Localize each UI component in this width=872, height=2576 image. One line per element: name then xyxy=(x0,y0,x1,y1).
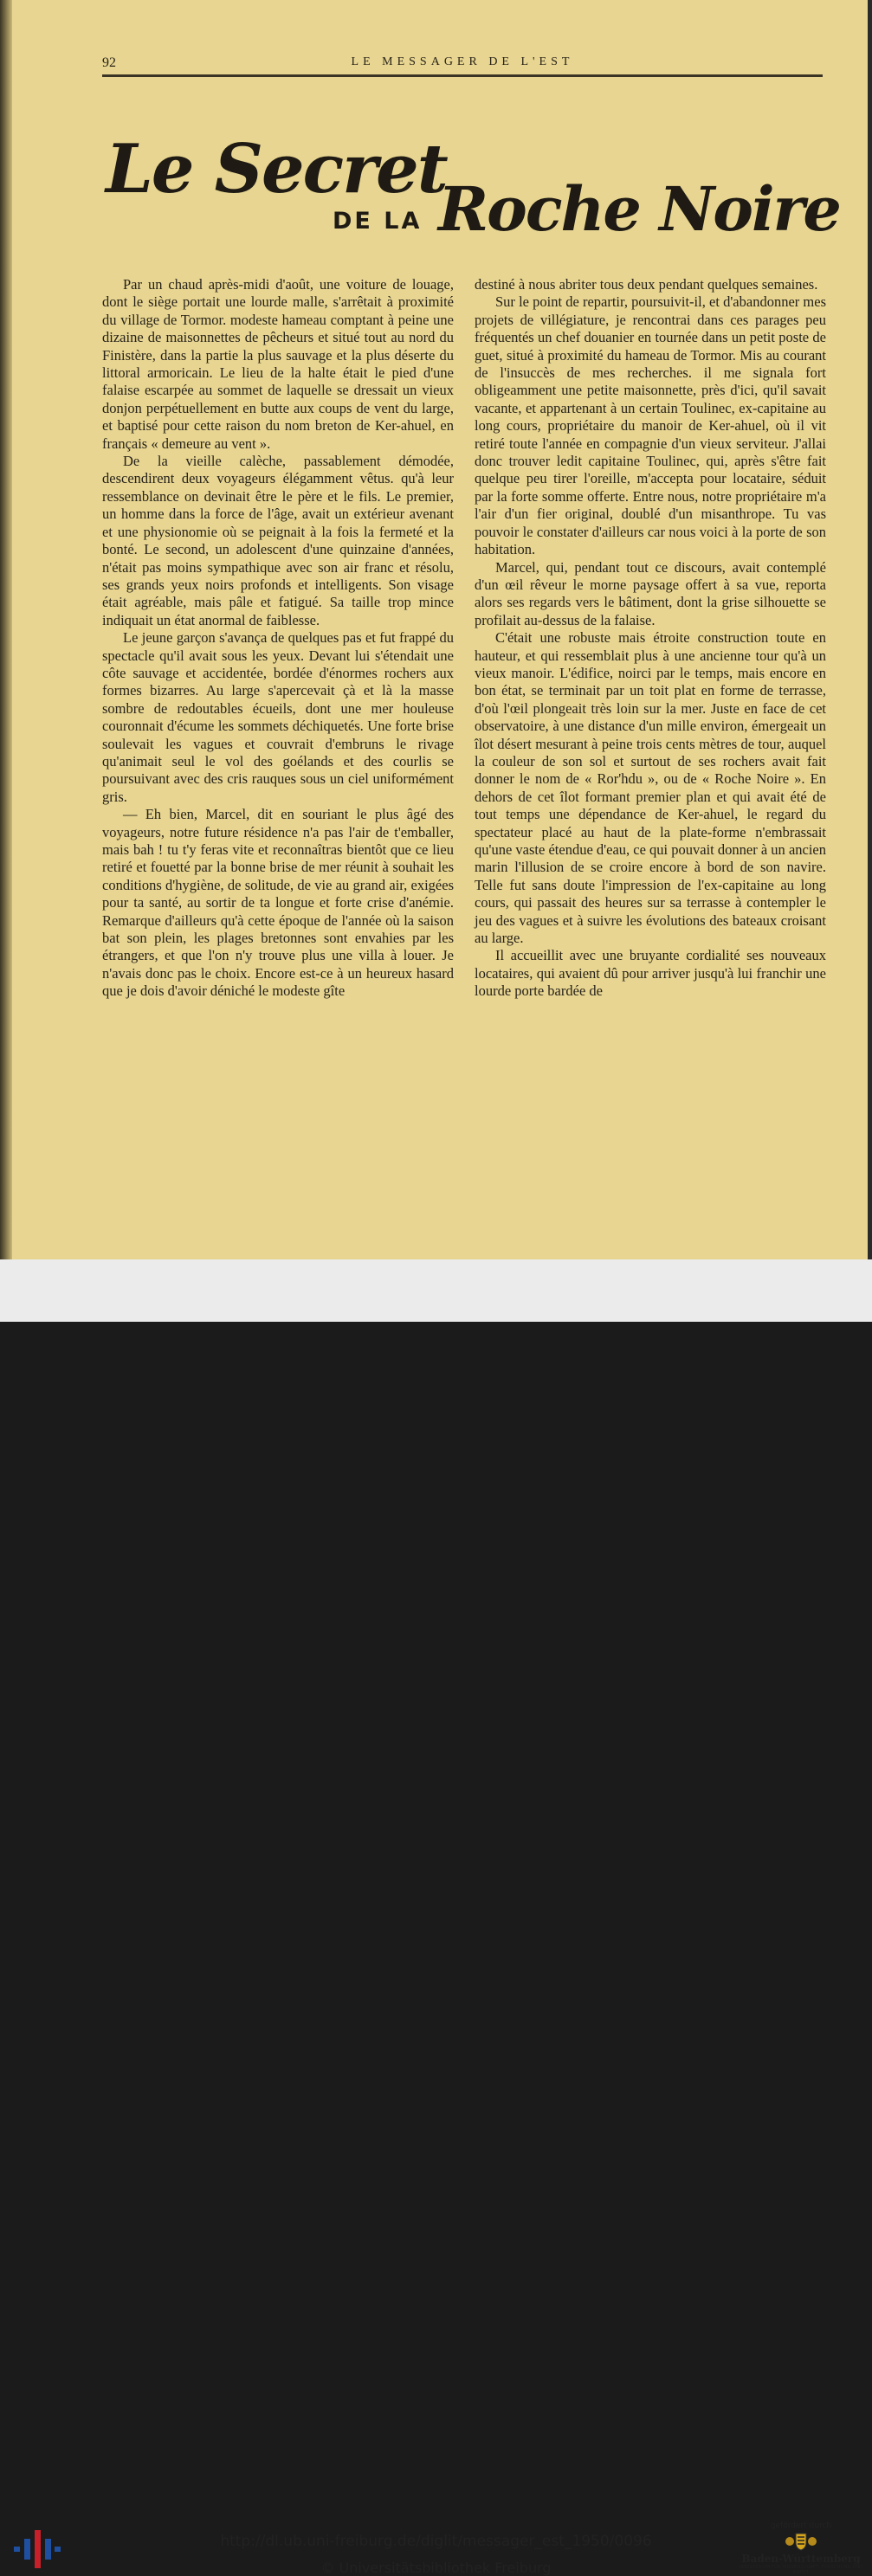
article-title-line3: Roche Noire xyxy=(438,173,840,245)
scanned-page xyxy=(0,0,872,1259)
paragraph: Marcel, qui, pendant tout ce discours, avait contemplé d'un œil rêveur le morne paysage offert à sa vue, reporta alors ses regards vers le bâtiment, dont la grise silhouette se profilait au-dessus de la falaise. xyxy=(475,558,826,628)
right-column xyxy=(475,276,826,1001)
state-name: Baden-Württemberg xyxy=(741,2553,861,2565)
viewer-footer xyxy=(0,1259,872,2576)
running-head: LE MESSAGER DE L'EST xyxy=(351,55,574,68)
ministry-name: MINISTERIUM FÜR WISSENSCHAFT, FORSCHUNG UND KUNST xyxy=(739,2565,863,2575)
page-header xyxy=(102,52,823,77)
sponsor-block xyxy=(736,2521,866,2575)
article-title-line2: DE LA xyxy=(333,208,423,235)
state-crest-icon xyxy=(782,2531,820,2552)
paragraph: Sur le point de repartir, poursuivit-il, et d'abandonner mes projets de villégiature, je rencontrai dans ces parages peu fréquentés un chef douanier en tournée dans un petit poste de guet, situé à proximité du hameau de Tormor. Mis au courant de l'insuccès de mes recherches. il me signala fort obligeamment une petite maisonnette, près d'ici, qu'il savait vacante, et appartenant à un certain Toulinec, ex-capitaine au long cours, propriétaire du manoir de Ker-ahuel, où il vit retiré toute l'année en compagnie d'un vieux serviteur. J'allai donc trouver ledit capitaine Toulinec, qui, après s'être fait quelque peu tirer l'oreille, m'accepta pour locataire, séduit par la forte somme offerte. Entre nous, notre propriétaire m'a l'air d'un fier original, doublé d'un misanthrope. Tu vas pouvoir le constater d'ailleurs car nous voici à la porte de son habitation. xyxy=(475,293,826,558)
paragraph: Le jeune garçon s'avança de quelques pas et fut frappé du spectacle qu'il avait sous les yeux. Devant lui s'étendait une côte sauvage et accidentée, bordée d'énormes rochers aux formes bizarres. Au large s'apercevait çà et là la masse sombre de redoutables écueils, dont une mer houleuse couronnait d'écume les sommets déchiquetés. Une forte brise soulevait les vagues et couvrait d'embruns le rivage qu'animait seul le vol des goélands et des courlis se poursuivant avec des cris rauques sous un ciel uniformément gris. xyxy=(102,629,454,805)
permalink-url[interactable]: http://dl.ub.uni-freiburg.de/diglit/messager_est_1950/0096 xyxy=(220,2533,652,2550)
article-title-line1: Le Secret xyxy=(106,130,447,209)
paragraph: De la vieille calèche, passablement démodée, descendirent deux voyageurs élégamment vêtus. qu'à leur ressemblance on devinait être le père et le fils. Le premier, un homme dans la force de l'âge, avait un extérieur avenant et une physionomie où se peignait à la fois la fermeté et la bonté. Le second, un adolescent d'une quinzaine d'années, n'était pas moins sympathique avec son air franc et résolu, ses grands yeux noirs profonds et intelligents. Son visage était agréable, mais pâle et fatigué. Sa taille trop mince indiquait un état anormal de faiblesse. xyxy=(102,453,454,628)
funding-label: gefördert durch xyxy=(770,2521,832,2530)
page-number: 92 xyxy=(102,55,116,70)
paragraph: — Eh bien, Marcel, dit en souriant le plus âgé des voyageurs, notre future résidence n'a pas l'air de t'emballer, mais bah ! tu t'y feras vite et reconnaîtras bientôt que ce lieu retiré et fouetté par la bonne brise de mer réunit à souhait les conditions d'hygiène, de solitude, de vie au grand air, exigées pour ta santé, au sortir de ta longue et forte crise d'anémie. Remarque d'ailleurs qu'à cette époque de l'année où la saison bat son plein, les plages bretonnes sont envahies par les étrangers, et que l'on n'y trouve plus une villa à louer. Je n'avais donc pas le choix. Encore est-ce à un heureux hasard que je dois d'avoir déniché le modeste gîte xyxy=(102,806,454,1000)
copyright-notice: © Universitätsbibliothek Freiburg xyxy=(320,2560,552,2576)
paragraph: C'était une robuste mais étroite construction toute en hauteur, et qui ressemblait plus à une ancienne tour qu'à un vieux manoir. L'édifice, noirci par le temps, mais encore en bon état, se terminait par un toit plat en forme de terrasse, d'où l'œil plongeait très loin sur la mer. Juste en face de cet observatoire, à une distance d'un mille environ, émergeait un îlot désert mesurant à peine trois cents mètres de tour, auquel la couleur de son sol et surtout de ses rochers avait fait donner le nom de « Ror'hdu », ou de « Roche Noire ». En dehors de cet îlot formant premier plan et qui avait été de tout temps une dépendance de Ker-ahuel, le regard du spectateur placé au haut de la plate-forme n'embrassait qu'une vaste étendue d'eau, ce qui pouvait donner à un ancien marin l'illusion de se croire encore à bord de son navire. Telle fut sans doute l'impression de l'ex-capitaine au long cours, qui passait des heures sur sa terrasse à contempler le jeu des vagues et à suivre les évolutions des bateaux croisant au large. xyxy=(475,629,826,947)
paragraph: Par un chaud après-midi d'août, une voiture de louage, dont le siège portait une lourde malle, s'arrêtait à proximité du village de Tormor. modeste hameau comptant à peine une dizaine de maisonnettes de pêcheurs et situé tout au nord du Finistère, dans la partie la plus sauvage et la plus déserte du littoral armoricain. Le lieu de la halte était le pied d'une falaise escarpée au sommet de laquelle se dressait un vieux donjon perpétuellement en butte aux coups de vent du large, et baptisé pour cette raison du nom breton de Ker-ahuel, en français « demeure au vent ». xyxy=(102,276,454,452)
left-column xyxy=(102,276,454,1001)
paragraph: Il accueillit avec une bruyante cordialité ses nouveaux locataires, qui avaient dû pour arriver jusqu'à lui franchir une lourde porte bardée de xyxy=(475,947,826,1000)
paragraph-continued: destiné à nous abriter tous deux pendant quelques semaines. xyxy=(475,276,818,293)
